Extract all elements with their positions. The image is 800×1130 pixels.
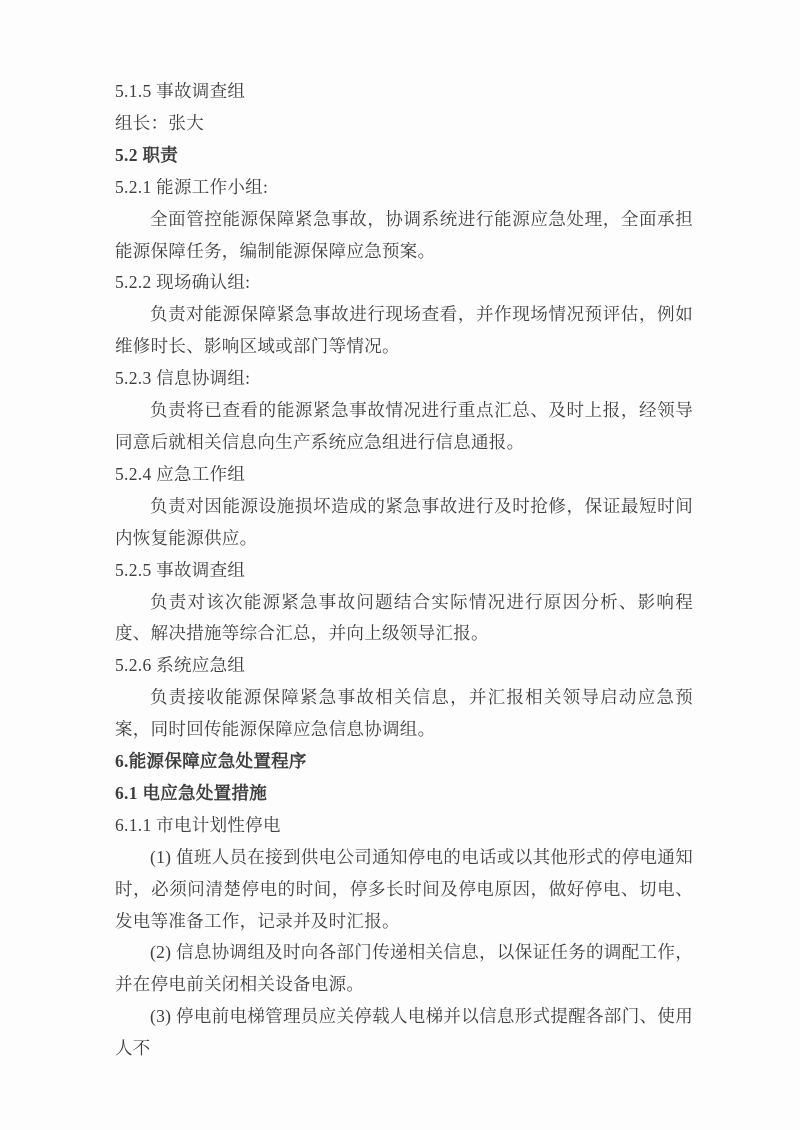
paragraph: 负责接收能源保障紧急事故相关信息，并汇报相关领导启动应急预案，同时回传能源保障应急信息协调组。	[115, 687, 693, 740]
paragraph: 负责对因能源设施损坏造成的紧急事故进行及时抢修，保证最短时间内恢复能源供应。	[115, 495, 693, 548]
paragraph: 负责将已查看的能源紧急事故情况进行重点汇总、及时上报，经领导同意后就相关信息向生产系统应急组进行信息通报。	[115, 400, 693, 452]
section-heading: 5.2.6 系统应急组	[115, 655, 246, 676]
document-body	[115, 76, 693, 1065]
section-heading: 5.2 职责	[115, 144, 179, 165]
paragraph: 组长：张大	[115, 112, 204, 133]
paragraph: 全面管控能源保障紧急事故，协调系统进行能源应急处理，全面承担能源保障任务，编制能源保障应急预案。	[115, 208, 693, 261]
section-heading: 5.2.2 现场确认组:	[115, 272, 251, 293]
section-heading: 6.1 电应急处置措施	[115, 782, 268, 803]
paragraph: 负责对该次能源紧急事故问题结合实际情况进行原因分析、影响程度、解决措施等综合汇总，并向上级领导汇报。	[115, 591, 693, 644]
section-heading: 5.2.5 事故调查组	[115, 559, 246, 580]
paragraph: (1) 值班人员在接到供电公司通知停电的电话或以其他形式的停电通知时，必须问清楚停电的时间，停多长时间及停电原因，做好停电、切电、发电等准备工作，记录并及时汇报。	[115, 846, 693, 931]
paragraph: (2) 信息协调组及时向各部门传递相关信息，以保证任务的调配工作，并在停电前关闭相关设备电源。	[115, 942, 693, 995]
paragraph: (3) 停电前电梯管理员应关停载人电梯并以信息形式提醒各部门、使用人不	[115, 1006, 693, 1059]
section-heading: 6.1.1 市电计划性停电	[115, 814, 281, 835]
section-heading: 6.能源保障应急处置程序	[115, 751, 307, 772]
section-heading: 5.2.3 信息协调组:	[115, 368, 251, 389]
section-heading: 5.2.1 能源工作小组:	[115, 176, 269, 197]
paragraph: 负责对能源保障紧急事故进行现场查看，并作现场情况预评估，例如维修时长、影响区域或部门等情况。	[115, 304, 693, 357]
section-heading: 5.2.4 应急工作组	[115, 463, 246, 484]
section-heading: 5.1.5 事故调查组	[115, 81, 246, 101]
